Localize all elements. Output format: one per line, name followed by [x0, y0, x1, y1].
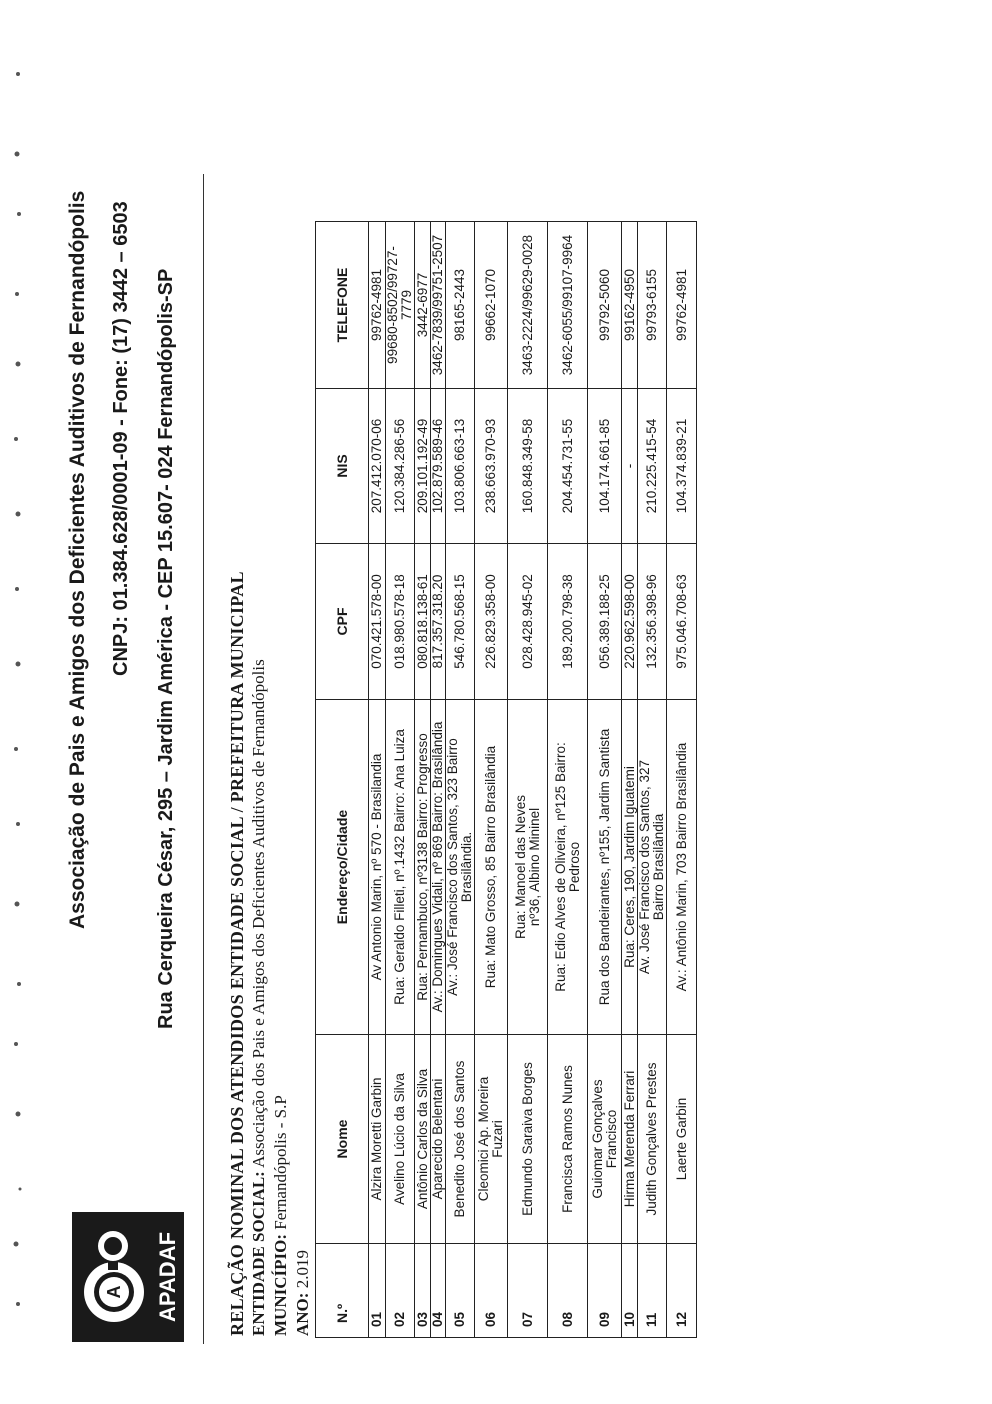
- cell-endereco: [446, 700, 475, 1035]
- cell-nome-line: Antônio Carlos da Silva: [414, 1068, 430, 1210]
- cell-telefone-line: 3462-7839/99751-2507: [430, 234, 445, 376]
- address-line: Rua Cerqueira César, 295 – Jardim América - CEP 15.607- 024 Fernandópolis-SP: [155, 268, 177, 1029]
- cell-endereco-line: Av.: Antônio Marin, 703 Bairro Brasilândia: [673, 742, 689, 992]
- cell-telefone: [386, 222, 415, 389]
- cell-endereco-line: Av.: José Francisco dos Santos, 323 Bairro: [445, 738, 460, 996]
- cell-telefone-line: 99662-1070: [483, 268, 498, 342]
- cell-nome-line: Laerte Garbin: [673, 1097, 689, 1181]
- cell-telefone-line: 7779: [399, 289, 414, 321]
- cell-numero: 12: [667, 1244, 697, 1338]
- cell-telefone: [622, 222, 638, 389]
- org-name: Associação de Pais e Amigos dos Deficientes Auditivos de Fernandópolis: [66, 190, 89, 929]
- cell-numero: 11: [638, 1244, 667, 1338]
- cell-cpf: 080.818.138-61: [415, 544, 431, 700]
- cell-nis: 104.174.661-85: [588, 389, 622, 544]
- report-header: [226, 571, 314, 1336]
- table-row: [386, 222, 415, 1338]
- table-header-row: [316, 222, 369, 1338]
- logo-text: APADAF: [155, 1231, 180, 1323]
- cell-numero: 07: [508, 1244, 548, 1338]
- cell-nis: 103.806.663-13: [446, 389, 475, 544]
- cell-numero: 05: [446, 1244, 475, 1338]
- cell-nis: 104.374.839-21: [667, 389, 697, 544]
- entity-line: [248, 571, 270, 1336]
- cell-nome: [638, 1035, 667, 1244]
- cell-nis: 207.412.070-06: [369, 389, 386, 544]
- cell-nome-line: Hirma Merenda Ferrari: [621, 1070, 637, 1208]
- cell-cpf: 226.829.358-00: [475, 544, 508, 700]
- entity-label: ENTIDADE SOCIAL:: [249, 1171, 268, 1336]
- cell-nis: -: [622, 389, 638, 544]
- cell-endereco-line: nº36, Albino Mininel: [526, 807, 542, 927]
- cell-endereco: [548, 700, 588, 1035]
- cell-nome-line: Francisco: [603, 1109, 619, 1169]
- cell-telefone: [548, 222, 588, 389]
- cell-nome: [386, 1035, 415, 1244]
- cell-nome-line: Avelino Lúcio da Silva: [392, 1073, 407, 1205]
- cell-nome: [446, 1035, 475, 1244]
- cell-nome-line: Alzira Moretti Garbin: [369, 1077, 384, 1201]
- table-row: [638, 222, 667, 1338]
- cell-cpf: 070.421.578-00: [369, 544, 386, 700]
- cell-nome: [415, 1035, 431, 1244]
- cell-nome-line: Guiomar Gonçalves: [589, 1079, 605, 1199]
- cell-endereco-line: Rua: Mato Grosso, 85 Bairro Brasilândia: [483, 745, 498, 989]
- cell-endereco-line: Av.: Domingues Vidali, nº 869 Bairro: Brasilândia: [430, 721, 445, 1013]
- cell-endereco-line: Rua: Geraldo Filleti, nº.1432 Bairro: Ana Luiza: [392, 729, 407, 1005]
- cell-endereco: [667, 700, 697, 1035]
- entity-value: Associação dos Pais e Amigos dos Deficientes Auditivos de Fernandópolis: [249, 659, 268, 1168]
- cell-telefone-line: 99762-4981: [673, 268, 689, 342]
- cell-nome: [588, 1035, 622, 1244]
- cell-cpf: 056.389.188-25: [588, 544, 622, 700]
- ano-value: 2.019: [293, 1250, 312, 1289]
- cell-numero: 01: [369, 1244, 386, 1338]
- table-row: [446, 222, 475, 1338]
- logo-letter: A: [104, 1285, 124, 1299]
- table-row: [431, 222, 446, 1338]
- cell-cpf: 189.200.798-38: [548, 544, 588, 700]
- cell-cpf: 132.356.398-96: [638, 544, 667, 700]
- cell-endereco: [415, 700, 431, 1035]
- cell-cpf: 028.428.945-02: [508, 544, 548, 700]
- cell-nome-line: Cleomici Ap. Moreira: [476, 1076, 491, 1202]
- cell-telefone-line: 3462-6055/99107-9964: [559, 234, 575, 376]
- cell-telefone: [475, 222, 508, 389]
- cell-endereco: [508, 700, 548, 1035]
- cell-cpf: 546.780.568-15: [446, 544, 475, 700]
- cell-nome: [431, 1035, 446, 1244]
- cell-numero: 02: [386, 1244, 415, 1338]
- cell-endereco-line: Rua: Pernambuco, nº3138 Bairro: Progresso: [414, 733, 430, 1001]
- cell-telefone-line: 98165-2443: [452, 268, 467, 342]
- cell-endereco-line: Av. José Francisco dos Santos, 327: [637, 759, 652, 975]
- cell-endereco-line: Rua dos Bandeirantes, nº155, Jardim Santista: [596, 728, 612, 1006]
- table-row: [548, 222, 588, 1338]
- cell-nis: 120.384.286-56: [386, 389, 415, 544]
- cell-numero: 03: [415, 1244, 431, 1338]
- col-header-telefone: TELEFONE: [316, 222, 369, 389]
- report-title: RELAÇÃO NOMINAL DOS ATENDIDOS ENTIDADE SOCIAL / PREFEITURA MUNICIPAL: [227, 571, 247, 1336]
- cell-telefone: [588, 222, 622, 389]
- cell-endereco-line: Rua: Manoel das Neves: [512, 794, 528, 940]
- scan-speckles: [0, 0, 40, 1404]
- cell-nis: 204.454.731-55: [548, 389, 588, 544]
- cell-endereco-line: Rua: Edio Alves de Oliveira, nº125 Bairro:: [552, 742, 568, 992]
- ano-line: [292, 571, 314, 1336]
- cell-nome: [622, 1035, 638, 1244]
- cell-telefone: [638, 222, 667, 389]
- apadaf-logo: [72, 1212, 184, 1342]
- cell-nome-line: Fuzari: [490, 1120, 505, 1158]
- col-header-endereco: Endereço/Cidade: [316, 700, 369, 1035]
- cell-endereco: [431, 700, 446, 1035]
- cell-nome: [548, 1035, 588, 1244]
- cell-endereco-line: Bairro Brasilândia: [651, 813, 666, 921]
- cell-endereco-line: Brasilândia.: [459, 831, 474, 903]
- cell-nome: [508, 1035, 548, 1244]
- cell-cpf: 018.980.578-18: [386, 544, 415, 700]
- cell-telefone-line: 3463-2224/99629-0028: [519, 234, 535, 376]
- cell-cpf: 817.357.318.20: [431, 544, 446, 700]
- table-row: [588, 222, 622, 1338]
- table-row: [475, 222, 508, 1338]
- cell-endereco: [622, 700, 638, 1035]
- cell-nome-line: Edmundo Saraiva Borges: [519, 1062, 535, 1216]
- cell-nome: [475, 1035, 508, 1244]
- cell-telefone: [415, 222, 431, 389]
- cell-numero: 10: [622, 1244, 638, 1338]
- cell-numero: 06: [475, 1244, 508, 1338]
- table-row: [622, 222, 638, 1338]
- cell-nis: 209.101.192-49: [415, 389, 431, 544]
- cell-telefone-line: 3442-6977: [414, 272, 430, 338]
- cell-nis: 160.848.349-58: [508, 389, 548, 544]
- col-header-cpf: CPF: [316, 544, 369, 700]
- table-body: [369, 222, 697, 1338]
- cell-numero: 08: [548, 1244, 588, 1338]
- ano-label: ANO:: [293, 1292, 312, 1336]
- cell-nis: 238.663.970-93: [475, 389, 508, 544]
- cell-nis: 102.879.589-46: [431, 389, 446, 544]
- municipio-label: MUNICÍPIO:: [271, 1234, 290, 1336]
- col-header-nis: NIS: [316, 389, 369, 544]
- col-header-numero: N.º: [316, 1244, 369, 1338]
- cell-endereco: [638, 700, 667, 1035]
- cell-nis: 210.225.415-54: [638, 389, 667, 544]
- cell-telefone-line: 99762-4981: [369, 268, 384, 342]
- cell-telefone-line: 99680-8502/99727-: [385, 246, 400, 364]
- beneficiaries-table: [315, 221, 697, 1338]
- cell-cpf: 975.046.708-63: [667, 544, 697, 700]
- cell-endereco-line: Av Antonio Marin, nº 570 - Brasilandia: [369, 753, 384, 981]
- cell-telefone: [667, 222, 697, 389]
- municipio-value: Fernandópolis - S.P: [271, 1095, 290, 1230]
- cell-nome-line: Aparecido Belentani: [430, 1078, 445, 1200]
- cell-nome: [369, 1035, 386, 1244]
- cell-nome-line: Benedito José dos Santos: [452, 1060, 467, 1218]
- cell-endereco-line: Rua: Ceres, 190, Jardim Iguatemi: [621, 766, 637, 968]
- cell-numero: 09: [588, 1244, 622, 1338]
- table-row: [667, 222, 697, 1338]
- cell-endereco: [475, 700, 508, 1035]
- cell-telefone: [446, 222, 475, 389]
- cell-telefone-line: 99792-5060: [596, 268, 612, 342]
- table-row: [415, 222, 431, 1338]
- cell-cpf: 220.962.598-00: [622, 544, 638, 700]
- cell-telefone: [508, 222, 548, 389]
- cell-telefone: [369, 222, 386, 389]
- cell-endereco: [369, 700, 386, 1035]
- table-row: [369, 222, 386, 1338]
- cell-endereco-line: Pedroso: [566, 841, 582, 893]
- table-row: [508, 222, 548, 1338]
- cell-telefone-line: 99162-4950: [621, 268, 637, 342]
- cell-nome: [667, 1035, 697, 1244]
- cell-nome-line: Francisca Ramos Nunes: [559, 1065, 575, 1213]
- cell-endereco: [588, 700, 622, 1035]
- col-header-nome: Nome: [316, 1035, 369, 1244]
- cell-telefone: [431, 222, 446, 389]
- cell-numero: 04: [431, 1244, 446, 1338]
- cell-endereco: [386, 700, 415, 1035]
- cnpj-line: CNPJ: 01.384.628/0001-09 - Fone: (17) 3442 – 6503: [110, 201, 132, 676]
- divider: [203, 174, 204, 1344]
- municipio-line: [270, 571, 292, 1336]
- cell-telefone-line: 99793-6155: [644, 268, 659, 342]
- cell-nome-line: Judith Gonçalves Prestes: [644, 1062, 659, 1216]
